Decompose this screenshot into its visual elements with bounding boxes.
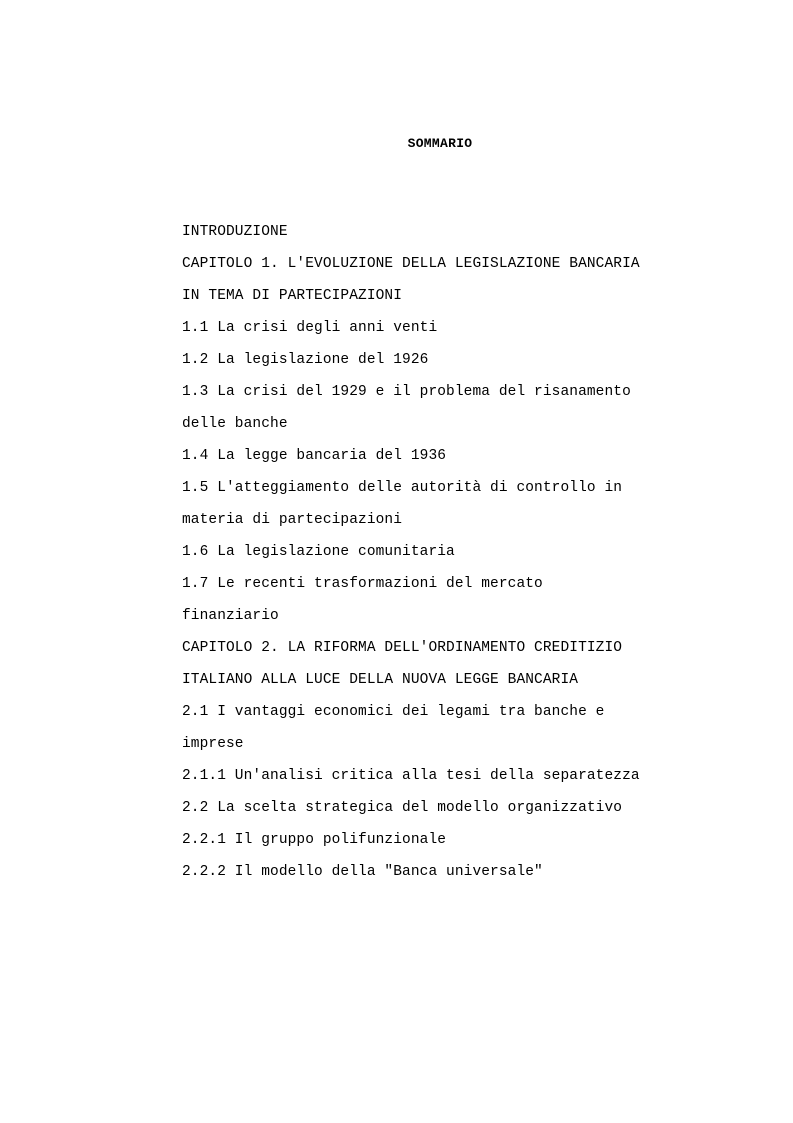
toc-chapter-2-heading-cont: ITALIANO ALLA LUCE DELLA NUOVA LEGGE BANCARIA	[182, 672, 579, 688]
table-of-contents	[182, 216, 742, 888]
toc-section-1-5-cont: materia di partecipazioni	[182, 512, 403, 528]
toc-chapter-2-heading: CAPITOLO 2. LA RIFORMA DELL'ORDINAMENTO CREDITIZIO	[182, 640, 623, 656]
toc-section-2-2: 2.2 La scelta strategica del modello organizzativo	[182, 800, 623, 816]
toc-section-1-1: 1.1 La crisi degli anni venti	[182, 320, 438, 336]
toc-section-2-2-2: 2.2.2 Il modello della "Banca universale"	[182, 864, 543, 880]
toc-section-2-1-1: 2.1.1 Un'analisi critica alla tesi della separatezza	[182, 768, 640, 784]
toc-introduction: INTRODUZIONE	[182, 224, 288, 240]
toc-chapter-1-heading-cont: IN TEMA DI PARTECIPAZIONI	[182, 288, 403, 304]
toc-section-1-3-cont: delle banche	[182, 416, 288, 432]
toc-chapter-1-heading: CAPITOLO 1. L'EVOLUZIONE DELLA LEGISLAZIONE BANCARIA	[182, 256, 640, 272]
toc-section-1-7: 1.7 Le recenti trasformazioni del mercato	[182, 576, 543, 592]
toc-section-1-4: 1.4 La legge bancaria del 1936	[182, 448, 447, 464]
toc-section-1-5: 1.5 L'atteggiamento delle autorità di controllo in	[182, 480, 623, 496]
page-title: SOMMARIO	[407, 136, 473, 151]
toc-section-2-2-1: 2.2.1 Il gruppo polifunzionale	[182, 832, 447, 848]
toc-section-1-3: 1.3 La crisi del 1929 e il problema del risanamento	[182, 384, 631, 400]
toc-section-2-1: 2.1 I vantaggi economici dei legami tra banche e	[182, 704, 605, 720]
toc-section-2-1-cont: imprese	[182, 736, 244, 752]
toc-section-1-2: 1.2 La legislazione del 1926	[182, 352, 429, 368]
toc-section-1-6: 1.6 La legislazione comunitaria	[182, 544, 455, 560]
toc-section-1-7-cont: finanziario	[182, 608, 279, 624]
